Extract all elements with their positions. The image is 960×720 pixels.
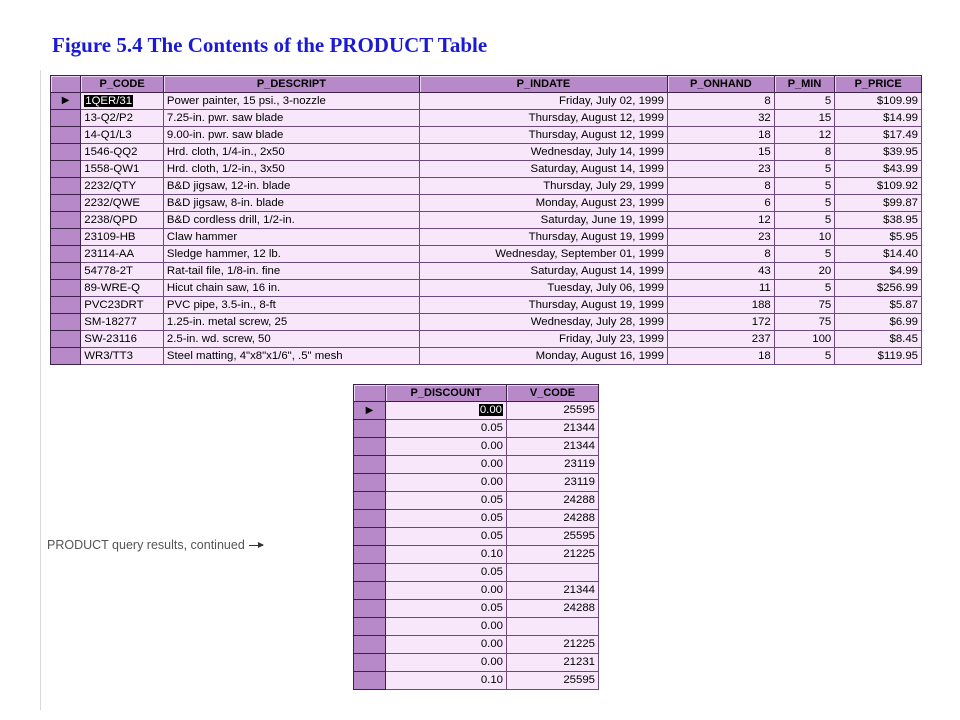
table-row[interactable] xyxy=(51,280,922,297)
table-row[interactable] xyxy=(51,229,922,246)
cell-p-discount[interactable]: 0.10 xyxy=(386,672,507,690)
cell-p-discount[interactable]: 0.05 xyxy=(386,528,507,546)
continued-header-row xyxy=(354,385,599,402)
cell-p-code[interactable]: 14-Q1/L3 xyxy=(81,127,164,144)
cell-p-price[interactable]: $5.95 xyxy=(835,229,922,246)
row-selector[interactable] xyxy=(51,110,81,127)
cell-p-code[interactable]: 54778-2T xyxy=(81,263,164,280)
cell-p-indate[interactable]: Saturday, August 14, 1999 xyxy=(419,161,667,178)
table-row[interactable] xyxy=(354,420,599,438)
cell-p-discount[interactable]: 0.00 xyxy=(386,654,507,672)
cell-p-min[interactable]: 20 xyxy=(774,263,834,280)
row-selector[interactable] xyxy=(51,331,81,348)
cell-v-code[interactable]: 23119 xyxy=(507,456,599,474)
cell-v-code[interactable]: 25595 xyxy=(507,528,599,546)
row-selector[interactable] xyxy=(51,229,81,246)
cell-p-price[interactable]: $99.87 xyxy=(835,195,922,212)
table-row[interactable] xyxy=(354,654,599,672)
cell-p-code[interactable]: 23109-HB xyxy=(81,229,164,246)
cell-v-code[interactable]: 24288 xyxy=(507,600,599,618)
cell-v-code[interactable]: 21344 xyxy=(507,582,599,600)
cell-p-indate[interactable]: Wednesday, July 28, 1999 xyxy=(419,314,667,331)
cell-p-discount[interactable]: 0.00 xyxy=(386,456,507,474)
cell-p-price[interactable]: $119.95 xyxy=(835,348,922,365)
cell-p-descript[interactable]: Hrd. cloth, 1/4-in., 2x50 xyxy=(163,144,419,161)
row-selector[interactable] xyxy=(354,654,386,672)
cell-p-descript[interactable]: Hrd. cloth, 1/2-in., 3x50 xyxy=(163,161,419,178)
cell-p-price[interactable]: $14.40 xyxy=(835,246,922,263)
cell-p-onhand[interactable]: 43 xyxy=(667,263,774,280)
row-selector[interactable] xyxy=(51,195,81,212)
cell-v-code[interactable]: 21225 xyxy=(507,636,599,654)
cell-p-onhand[interactable]: 18 xyxy=(667,127,774,144)
cell-p-descript[interactable]: B&D jigsaw, 12-in. blade xyxy=(163,178,419,195)
cell-p-min[interactable]: 5 xyxy=(774,161,834,178)
row-selector[interactable] xyxy=(354,564,386,582)
cell-p-discount[interactable]: 0.05 xyxy=(386,492,507,510)
row-selector[interactable] xyxy=(354,582,386,600)
cell-p-min[interactable]: 75 xyxy=(774,314,834,331)
cell-v-code[interactable]: 23119 xyxy=(507,474,599,492)
cell-p-indate[interactable]: Tuesday, July 06, 1999 xyxy=(419,280,667,297)
row-selector[interactable] xyxy=(51,263,81,280)
cell-p-price[interactable]: $8.45 xyxy=(835,331,922,348)
column-header-p-onhand[interactable]: P_ONHAND xyxy=(667,76,774,93)
cell-p-price[interactable]: $109.92 xyxy=(835,178,922,195)
cell-p-indate[interactable]: Saturday, August 14, 1999 xyxy=(419,263,667,280)
cell-p-indate[interactable]: Thursday, July 29, 1999 xyxy=(419,178,667,195)
cell-p-price[interactable]: $39.95 xyxy=(835,144,922,161)
table-row[interactable] xyxy=(354,600,599,618)
table-row[interactable] xyxy=(354,618,599,636)
cell-p-descript[interactable]: 1.25-in. metal screw, 25 xyxy=(163,314,419,331)
cell-p-onhand[interactable]: 12 xyxy=(667,212,774,229)
caption-text: PRODUCT query results, continued xyxy=(47,538,245,552)
cell-p-price[interactable]: $43.99 xyxy=(835,161,922,178)
cell-p-descript[interactable]: Power painter, 15 psi., 3-nozzle xyxy=(163,93,419,110)
cell-v-code[interactable]: 24288 xyxy=(507,510,599,528)
cell-p-discount[interactable]: 0.05 xyxy=(386,564,507,582)
cell-p-discount[interactable]: 0.00 xyxy=(386,618,507,636)
cell-p-indate[interactable]: Monday, August 16, 1999 xyxy=(419,348,667,365)
cell-p-min[interactable]: 5 xyxy=(774,280,834,297)
cell-p-code[interactable]: 23114-AA xyxy=(81,246,164,263)
cell-p-discount[interactable]: 0.05 xyxy=(386,600,507,618)
column-header-p-indate[interactable]: P_INDATE xyxy=(419,76,667,93)
row-selector[interactable] xyxy=(354,528,386,546)
table-row[interactable] xyxy=(354,582,599,600)
table-row[interactable] xyxy=(51,263,922,280)
cell-p-discount[interactable]: 0.00 xyxy=(386,438,507,456)
cell-p-descript[interactable]: PVC pipe, 3.5-in., 8-ft xyxy=(163,297,419,314)
cell-p-price[interactable]: $14.99 xyxy=(835,110,922,127)
cell-p-price[interactable]: $38.95 xyxy=(835,212,922,229)
table-row[interactable] xyxy=(354,492,599,510)
row-selector[interactable] xyxy=(51,280,81,297)
cell-p-onhand[interactable]: 32 xyxy=(667,110,774,127)
cell-p-descript[interactable]: Rat-tail file, 1/8-in. fine xyxy=(163,263,419,280)
cell-p-discount[interactable]: 0.10 xyxy=(386,546,507,564)
table-row[interactable] xyxy=(354,636,599,654)
cell-p-onhand[interactable]: 18 xyxy=(667,348,774,365)
row-selector[interactable] xyxy=(354,420,386,438)
cell-p-onhand[interactable]: 188 xyxy=(667,297,774,314)
column-header-p-code[interactable]: P_CODE xyxy=(81,76,164,93)
cell-p-indate[interactable]: Thursday, August 19, 1999 xyxy=(419,297,667,314)
cell-p-descript[interactable]: Sledge hammer, 12 lb. xyxy=(163,246,419,263)
cell-v-code[interactable]: 21344 xyxy=(507,438,599,456)
cell-p-indate[interactable]: Thursday, August 19, 1999 xyxy=(419,229,667,246)
product-table xyxy=(50,75,922,365)
cell-p-descript[interactable]: B&D jigsaw, 8-in. blade xyxy=(163,195,419,212)
row-selector[interactable] xyxy=(51,212,81,229)
cell-p-min[interactable]: 5 xyxy=(774,246,834,263)
cell-p-indate[interactable]: Thursday, August 12, 1999 xyxy=(419,110,667,127)
table-row[interactable] xyxy=(354,672,599,690)
figure-title: Figure 5.4 The Contents of the PRODUCT Table xyxy=(52,33,488,57)
cell-p-min[interactable]: 5 xyxy=(774,195,834,212)
cell-p-onhand[interactable]: 11 xyxy=(667,280,774,297)
cell-p-price[interactable]: $17.49 xyxy=(835,127,922,144)
table-row[interactable] xyxy=(51,314,922,331)
table-row[interactable] xyxy=(51,127,922,144)
cell-p-indate[interactable]: Thursday, August 12, 1999 xyxy=(419,127,667,144)
cell-p-code[interactable]: PVC23DRT xyxy=(81,297,164,314)
cell-p-code[interactable]: WR3/TT3 xyxy=(81,348,164,365)
table-row[interactable] xyxy=(51,144,922,161)
table-row[interactable] xyxy=(51,110,922,127)
cell-v-code[interactable]: 25595 xyxy=(507,402,599,420)
row-selector[interactable] xyxy=(354,546,386,564)
table-row[interactable] xyxy=(354,546,599,564)
table-row[interactable] xyxy=(354,564,599,582)
row-selector-header[interactable] xyxy=(51,76,81,93)
cell-p-min[interactable]: 5 xyxy=(774,348,834,365)
row-selector-header[interactable] xyxy=(354,385,386,402)
product-continued-table xyxy=(353,384,599,690)
row-selector[interactable] xyxy=(354,510,386,528)
row-selector[interactable] xyxy=(354,438,386,456)
cell-v-code[interactable]: 24288 xyxy=(507,492,599,510)
table-row[interactable] xyxy=(51,246,922,263)
row-selector[interactable] xyxy=(354,456,386,474)
cell-p-code[interactable]: 2232/QWE xyxy=(81,195,164,212)
cell-p-code[interactable] xyxy=(81,93,164,110)
cell-v-code[interactable] xyxy=(507,564,599,582)
cell-p-min[interactable]: 12 xyxy=(774,127,834,144)
cell-p-descript[interactable]: Hicut chain saw, 16 in. xyxy=(163,280,419,297)
table-row[interactable] xyxy=(354,438,599,456)
table-row[interactable] xyxy=(51,297,922,314)
cell-p-discount[interactable]: 0.00 xyxy=(386,474,507,492)
cell-p-discount[interactable]: 0.05 xyxy=(386,420,507,438)
cell-p-min[interactable]: 8 xyxy=(774,144,834,161)
cell-p-indate[interactable]: Friday, July 02, 1999 xyxy=(419,93,667,110)
table-row[interactable] xyxy=(354,528,599,546)
product-header-row xyxy=(51,76,922,93)
cell-p-discount[interactable]: 0.00 xyxy=(386,636,507,654)
table-row[interactable] xyxy=(51,331,922,348)
row-selector[interactable] xyxy=(354,474,386,492)
cell-p-indate[interactable]: Saturday, June 19, 1999 xyxy=(419,212,667,229)
cell-p-onhand[interactable]: 172 xyxy=(667,314,774,331)
table-row[interactable] xyxy=(51,178,922,195)
continued-caption xyxy=(47,538,263,552)
cell-p-indate[interactable]: Wednesday, July 14, 1999 xyxy=(419,144,667,161)
cell-p-onhand[interactable]: 8 xyxy=(667,93,774,110)
cell-p-code[interactable]: 1546-QQ2 xyxy=(81,144,164,161)
row-selector[interactable] xyxy=(51,178,81,195)
row-selector[interactable] xyxy=(51,348,81,365)
cell-p-descript[interactable]: 9.00-in. pwr. saw blade xyxy=(163,127,419,144)
cell-p-onhand[interactable]: 8 xyxy=(667,246,774,263)
cell-p-code[interactable]: 89-WRE-Q xyxy=(81,280,164,297)
cell-p-descript[interactable]: 2.5-in. wd. screw, 50 xyxy=(163,331,419,348)
cell-p-min[interactable]: 10 xyxy=(774,229,834,246)
table-row[interactable] xyxy=(354,456,599,474)
cell-p-code[interactable]: SW-23116 xyxy=(81,331,164,348)
cell-p-min[interactable]: 5 xyxy=(774,212,834,229)
cell-v-code[interactable]: 21225 xyxy=(507,546,599,564)
cell-p-min[interactable]: 5 xyxy=(774,178,834,195)
cell-p-onhand[interactable]: 8 xyxy=(667,178,774,195)
table-row[interactable] xyxy=(51,212,922,229)
table-row[interactable] xyxy=(51,93,922,110)
cell-p-code[interactable]: 2238/QPD xyxy=(81,212,164,229)
cell-p-min[interactable]: 5 xyxy=(774,93,834,110)
row-selector[interactable] xyxy=(354,672,386,690)
cell-p-onhand[interactable]: 6 xyxy=(667,195,774,212)
arrow-right-icon xyxy=(249,545,263,546)
row-selector[interactable] xyxy=(51,246,81,263)
cell-p-price[interactable]: $109.99 xyxy=(835,93,922,110)
column-header-v-code[interactable]: V_CODE xyxy=(507,385,599,402)
cell-v-code[interactable]: 21231 xyxy=(507,654,599,672)
row-selector[interactable] xyxy=(51,314,81,331)
selected-cell-text: 0.00 xyxy=(479,404,502,416)
row-selector[interactable] xyxy=(51,297,81,314)
cell-p-code[interactable]: 13-Q2/P2 xyxy=(81,110,164,127)
row-selector[interactable] xyxy=(354,492,386,510)
cell-v-code[interactable] xyxy=(507,618,599,636)
table-row[interactable] xyxy=(51,348,922,365)
cell-p-min[interactable]: 15 xyxy=(774,110,834,127)
cell-v-code[interactable]: 21344 xyxy=(507,420,599,438)
left-border-line xyxy=(40,70,41,710)
row-selector[interactable] xyxy=(51,144,81,161)
table-row[interactable] xyxy=(51,195,922,212)
cell-p-price[interactable]: $6.99 xyxy=(835,314,922,331)
cell-p-price[interactable]: $5.87 xyxy=(835,297,922,314)
cell-p-code[interactable]: 2232/QTY xyxy=(81,178,164,195)
table-row[interactable] xyxy=(354,474,599,492)
row-selector[interactable] xyxy=(354,618,386,636)
cell-p-code[interactable]: SM-18277 xyxy=(81,314,164,331)
cell-p-min[interactable]: 75 xyxy=(774,297,834,314)
cell-p-onhand[interactable]: 23 xyxy=(667,229,774,246)
column-header-p-descript[interactable]: P_DESCRIPT xyxy=(163,76,419,93)
selected-cell-text: 1QER/31 xyxy=(85,95,133,107)
cell-p-discount[interactable]: 0.00 xyxy=(386,582,507,600)
column-header-p-price[interactable]: P_PRICE xyxy=(835,76,922,93)
cell-p-code[interactable]: 1558-QW1 xyxy=(81,161,164,178)
cell-p-onhand[interactable]: 237 xyxy=(667,331,774,348)
current-record-icon[interactable]: ▶ xyxy=(51,93,81,110)
current-record-icon[interactable]: ▶ xyxy=(354,402,386,420)
cell-p-descript[interactable]: Steel matting, 4"x8"x1/6", .5" mesh xyxy=(163,348,419,365)
cell-p-onhand[interactable]: 23 xyxy=(667,161,774,178)
row-selector[interactable] xyxy=(354,600,386,618)
cell-p-onhand[interactable]: 15 xyxy=(667,144,774,161)
row-selector[interactable] xyxy=(51,127,81,144)
cell-p-discount[interactable]: 0.05 xyxy=(386,510,507,528)
cell-p-price[interactable]: $256.99 xyxy=(835,280,922,297)
cell-p-indate[interactable]: Monday, August 23, 1999 xyxy=(419,195,667,212)
cell-p-discount[interactable] xyxy=(386,402,507,420)
cell-p-min[interactable]: 100 xyxy=(774,331,834,348)
table-row[interactable] xyxy=(51,161,922,178)
cell-p-indate[interactable]: Friday, July 23, 1999 xyxy=(419,331,667,348)
table-row[interactable] xyxy=(354,510,599,528)
column-header-p-min[interactable]: P_MIN xyxy=(774,76,834,93)
cell-p-descript[interactable]: Claw hammer xyxy=(163,229,419,246)
table-row[interactable] xyxy=(354,402,599,420)
column-header-p-discount[interactable]: P_DISCOUNT xyxy=(386,385,507,402)
cell-p-price[interactable]: $4.99 xyxy=(835,263,922,280)
row-selector[interactable] xyxy=(354,636,386,654)
cell-p-descript[interactable]: 7.25-in. pwr. saw blade xyxy=(163,110,419,127)
cell-p-descript[interactable]: B&D cordless drill, 1/2-in. xyxy=(163,212,419,229)
cell-v-code[interactable]: 25595 xyxy=(507,672,599,690)
row-selector[interactable] xyxy=(51,161,81,178)
cell-p-indate[interactable]: Wednesday, September 01, 1999 xyxy=(419,246,667,263)
